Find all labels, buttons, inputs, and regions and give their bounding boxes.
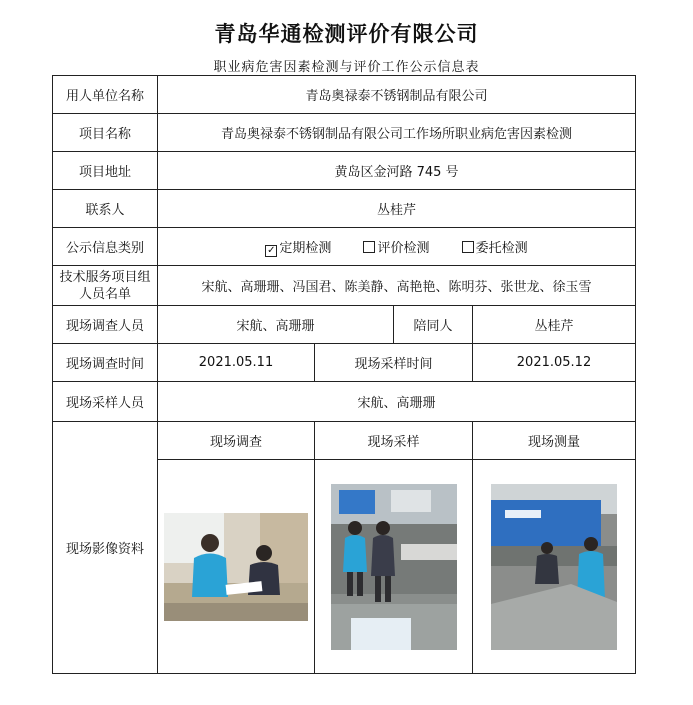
category-option-commission[interactable] (462, 237, 528, 256)
category-option-label: 定期检测 (279, 240, 332, 256)
row-project-name (53, 114, 636, 152)
site-survey-photo (164, 513, 308, 621)
sampling-time-value: 2021.05.12 (473, 344, 636, 382)
company-title: 青岛华通检测评价有限公司 (214, 22, 479, 46)
checkbox-icon[interactable] (462, 241, 474, 253)
survey-staff-value: 宋航、高珊珊 (158, 306, 394, 344)
project-address-label: 项目地址 (53, 152, 158, 190)
row-project-address (53, 152, 636, 190)
photo-cell-measurement (473, 460, 636, 674)
team-value: 宋航、高珊珊、冯国君、陈美静、高艳艳、陈明芬、张世龙、徐玉雪 (158, 266, 636, 306)
category-option-periodic[interactable] (265, 237, 331, 257)
sampling-time-label: 现场采样时间 (315, 344, 473, 382)
category-option-evaluation[interactable] (363, 237, 429, 256)
row-contact (53, 190, 636, 228)
form-title: 职业病危害因素检测与评价工作公示信息表 (213, 60, 480, 75)
row-team (53, 266, 636, 306)
survey-staff-label: 现场调查人员 (53, 306, 158, 344)
project-name-value: 青岛奥禄泰不锈钢制品有限公司工作场所职业病危害因素检测 (158, 114, 636, 152)
images-label: 现场影像资料 (53, 422, 158, 674)
contact-value: 丛桂芹 (158, 190, 636, 228)
employer-label: 用人单位名称 (53, 76, 158, 114)
sampling-staff-value: 宋航、高珊珊 (158, 382, 636, 422)
survey-time-label: 现场调查时间 (53, 344, 158, 382)
row-survey-time (53, 344, 636, 382)
contact-label: 联系人 (53, 190, 158, 228)
category-option-label: 委托检测 (475, 240, 528, 256)
survey-time-value: 2021.05.11 (158, 344, 315, 382)
team-label: 技术服务项目组人员名单 (53, 266, 158, 306)
row-images-header (53, 422, 636, 460)
site-measurement-photo (491, 484, 617, 650)
project-address-value: 黄岛区金河路 745 号 (158, 152, 636, 190)
row-survey-staff (53, 306, 636, 344)
image-column-sampling: 现场采样 (315, 422, 473, 460)
employer-value: 青岛奥禄泰不锈钢制品有限公司 (158, 76, 636, 114)
photo-cell-survey (158, 460, 315, 674)
image-column-survey: 现场调查 (158, 422, 315, 460)
project-name-label: 项目名称 (53, 114, 158, 152)
category-option-label: 评价检测 (377, 240, 430, 256)
accompany-label: 陪同人 (394, 306, 473, 344)
row-employer (53, 76, 636, 114)
checkbox-checked-icon[interactable]: ✓ (267, 244, 276, 256)
row-sampling-staff (53, 382, 636, 422)
disclosure-table (52, 75, 636, 674)
accompany-value: 丛桂芹 (473, 306, 636, 344)
category-label: 公示信息类别 (53, 228, 158, 266)
photo-cell-sampling (315, 460, 473, 674)
category-options (158, 228, 636, 266)
row-category (53, 228, 636, 266)
image-column-measurement: 现场测量 (473, 422, 636, 460)
checkbox-icon[interactable] (363, 241, 375, 253)
sampling-staff-label: 现场采样人员 (53, 382, 158, 422)
site-sampling-photo (331, 484, 457, 650)
